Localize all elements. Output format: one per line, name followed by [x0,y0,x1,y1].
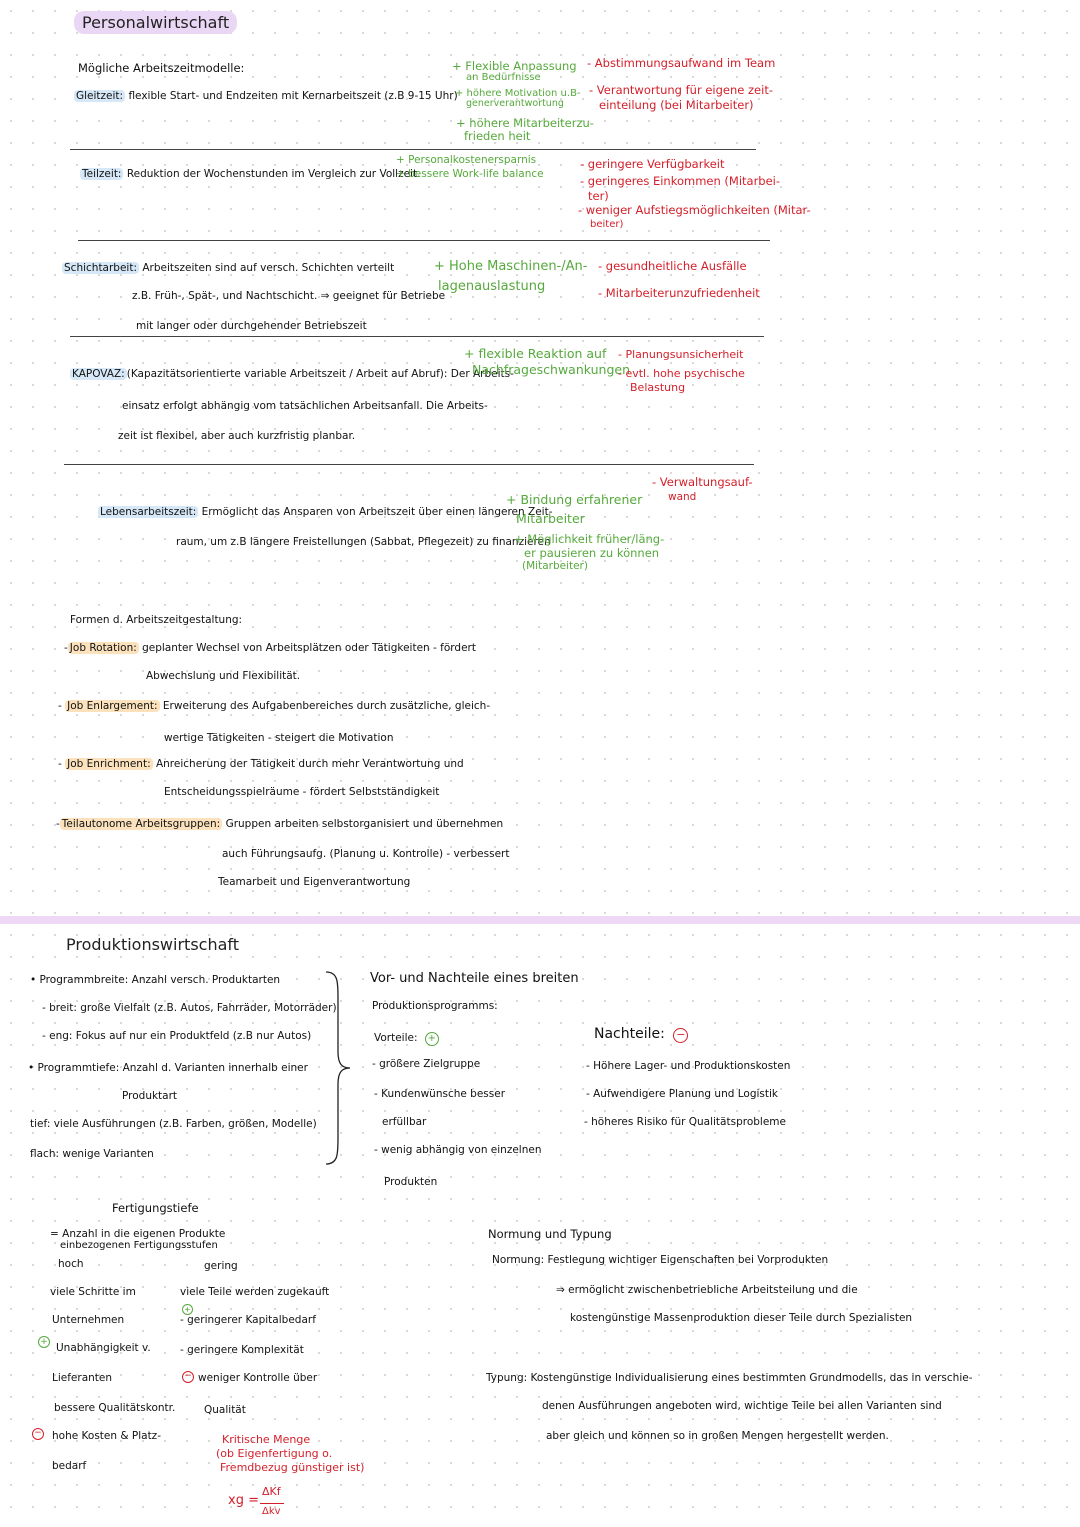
kapovaz-pro: Nachfrageschwankungen [472,362,630,377]
schichtarbeit: Schichtarbeit: Arbeitszeiten sind auf versch. Schichten verteilt [64,262,395,274]
hoch-line: viele Schritte im [50,1286,136,1298]
fertigungstiefe-title: Fertigungstiefe [112,1201,199,1215]
gering-line: Qualität [204,1404,246,1416]
hoch-line: Unternehmen [52,1314,125,1326]
fertigungstiefe-def: = Anzahl in die eigenen Produkte [50,1228,226,1240]
job-rotation-line: Abwechslung und Flexibilität. [146,670,301,682]
programmtiefe: • Programmtiefe: Anzahl d. Varianten innerhalb einer [28,1062,308,1074]
gering-line: - geringerer Kapitalbedarf [180,1314,316,1326]
job-rotation: - Job Rotation: geplanter Wechsel von Arbeitsplätzen oder Tätigkeiten - fördert [64,642,476,654]
teilautonome-gruppen: - Teilautonome Arbeitsgruppen: Gruppen arbeiten selbstorganisiert und übernehmen [56,818,504,830]
lebens-pro: er pausieren zu können [524,546,660,560]
formula-numerator: ΔKf [262,1485,281,1498]
plus-circle-icon: + [425,1032,439,1046]
fraction-bar [260,1503,284,1504]
vorteil: - größere Zielgruppe [372,1058,481,1070]
lebensarbeitszeit: Lebensarbeitszeit: Ermöglicht das Ansparen von Arbeitszeit über einen längeren Zeit- [100,506,553,518]
hoch-line: bedarf [52,1460,87,1472]
nachteile-label: Nachteile: − [594,1026,688,1043]
gleitzeit-pro: + Flexible Anpassung [452,59,577,73]
nachteil: - Höhere Lager- und Produktionskosten [586,1060,791,1072]
kapovaz: KAPOVAZ: (Kapazitätsorientierte variable Arbeitszeit / Arbeit auf Abruf): Der Arbeits- [72,368,514,380]
fertigung-gering: gering [204,1260,238,1272]
programm-line: flach: wenige Varianten [30,1148,154,1160]
vor-nachteile-title: Vor- und Nachteile eines breiten [370,971,579,986]
schichtarbeit-line: z.B. Früh-, Spät-, und Nachtschicht. ⇒ geeignet für Betriebe [132,290,446,302]
typung-line: aber gleich und können so in großen Mengen hergestellt werden. [546,1430,889,1442]
divider [70,336,764,337]
kritische-menge: Kritische Menge [222,1433,311,1446]
intro: Mögliche Arbeitszeitmodelle: [78,61,245,75]
gleitzeit: Gleitzeit: flexible Start- und Endzeiten mit Kernarbeitszeit (z.B 9-15 Uhr) [76,90,458,102]
job-enrichment-line: Entscheidungsspielräume - fördert Selbstständigkeit [164,786,440,798]
schichtarbeit-line: mit langer oder durchgehender Betriebszeit [136,320,367,332]
kapovaz-con: - Planungsunsicherheit [618,348,744,361]
curly-brace-icon [322,968,352,1168]
section-separator [0,916,1080,924]
teilzeit: Teilzeit: Reduktion der Wochenstunden im Vergleich zur Vollzeit. [82,168,421,180]
hoch-line: Unabhängigkeit v. [56,1342,151,1354]
programm-line: - breit: große Vielfalt (z.B. Autos, Fahrräder, Motorräder) [42,1002,337,1014]
teilzeit-con: ter) [588,189,609,203]
job-enlargement: - Job Enlargement: Erweiterung des Aufgabenbereiches durch zusätzliche, gleich- [58,700,491,712]
section-title-produktion: Produktionswirtschaft [66,935,240,954]
gering-line: viele Teile werden zugekauft [180,1286,330,1298]
nachteil: - höheres Risiko für Qualitätsprobleme [584,1116,786,1128]
divider [70,149,756,150]
plus-circle-icon: + [182,1304,193,1315]
lebens-pro: Mitarbeiter [516,511,585,526]
lebens-con: - Verwaltungsauf- [652,475,753,489]
divider [78,240,770,241]
gleitzeit-pro: generverantwortung [466,98,564,109]
vor-nachteile-title: Produktionsprogramms: [372,1000,498,1012]
gleitzeit-pro: + höhere Motivation u.B- [455,88,581,99]
gering-line: weniger Kontrolle über [198,1372,318,1384]
kapovaz-con: - evtl. hohe psychische [618,367,745,380]
minus-circle-icon: − [32,1428,44,1440]
kritische-menge: (ob Eigenfertigung o. [216,1447,333,1460]
gleitzeit-pro: frieden heit [464,129,531,143]
schicht-con: - gesundheitliche Ausfälle [598,259,747,273]
kapovaz-pro: + flexible Reaktion auf [464,346,607,361]
teilzeit-con: beiter) [590,219,624,230]
job-enlargement-line: wertige Tätigkeiten - steigert die Motivation [164,732,394,744]
vorteil: - wenig abhängig von einzelnen [374,1144,542,1156]
lebens-con: wand [668,491,697,503]
lebens-pro: + Möglichkeit früher/läng- [514,532,665,546]
plus-circle-icon: + [38,1336,50,1348]
programmbreite: • Programmbreite: Anzahl versch. Produktarten [30,974,281,986]
minus-circle-icon: − [182,1371,194,1383]
minus-circle-icon: − [673,1028,688,1043]
fertigungstiefe-def: einbezogenen Fertigungsstufen [60,1240,218,1251]
gleitzeit-pro: + höhere Mitarbeiterzu- [456,116,594,130]
gering-line: - geringere Komplexität [180,1344,304,1356]
normung-line: ⇒ ermöglicht zwischenbetriebliche Arbeitsteilung und die [556,1284,858,1296]
fertigung-hoch: hoch [58,1258,84,1270]
normung-typung-title: Normung und Typung [488,1227,612,1241]
programm-line: Produktart [122,1090,178,1102]
lebens-pro: + Bindung erfahrener [506,492,643,507]
typung: Typung: Kostengünstige Individualisierung eines bestimmten Grundmodells, das in verschie- [486,1372,973,1384]
gleitzeit-con: einteilung (bei Mitarbeiter) [599,98,754,112]
programm-line: - eng: Fokus auf nur ein Produktfeld (z.B nur Autos) [42,1030,312,1042]
kritische-menge: Fremdbezug günstiger ist) [220,1461,365,1474]
schicht-pro: + Hohe Maschinen-/An- [434,259,588,274]
gleitzeit-pro: an Bedürfnisse [466,72,541,83]
teilzeit-pro: + bessere Work-life balance [396,168,544,180]
teilzeit-pro: + Personalkostenersparnis [396,154,537,166]
kapovaz-line: einsatz erfolgt abhängig vom tatsächlichen Arbeitsanfall. Die Arbeits- [122,400,488,412]
teilautonome-gruppen-line: Teamarbeit und Eigenverantwortung [218,876,411,888]
formula-lhs: xg = [228,1493,259,1508]
kapovaz-con: Belastung [630,381,686,394]
gleitzeit-con: - Abstimmungsaufwand im Team [587,56,776,70]
vorteil: erfüllbar [382,1116,427,1128]
schicht-pro: lagenauslastung [438,279,546,294]
programm-line: tief: viele Ausführungen (z.B. Farben, größen, Modelle) [30,1118,317,1130]
kapovaz-line: zeit ist flexibel, aber auch kurzfristig planbar. [118,430,356,442]
lebens-pro: (Mitarbeiter) [522,560,588,572]
gleitzeit-con: - Verantwortung für eigene zeit- [589,83,773,97]
nachteil: - Aufwendigere Planung und Logistik [586,1088,778,1100]
teilzeit-con: - geringeres Einkommen (Mitarbei- [580,174,781,188]
teilzeit-con: - weniger Aufstiegsmöglichkeiten (Mitar- [578,203,811,217]
hoch-line: bessere Qualitätskontr. [54,1402,176,1414]
section-title-personal: Personalwirtschaft [74,14,237,32]
hoch-line: hohe Kosten & Platz- [52,1430,161,1442]
vorteile-label: Vorteile: + [374,1032,439,1046]
normung-line: kostengünstige Massenproduktion dieser Teile durch Spezialisten [570,1312,913,1324]
vorteil: Produkten [384,1176,438,1188]
teilautonome-gruppen-line: auch Führungsaufg. (Planung u. Kontrolle) - verbessert [222,848,510,860]
divider [64,464,754,465]
typung-line: denen Ausführungen angeboten wird, wichtige Teile bei allen Varianten sind [542,1400,942,1412]
teilzeit-con: - geringere Verfügbarkeit [580,157,725,171]
job-enrichment: - Job Enrichment: Anreicherung der Tätigkeit durch mehr Verantwortung und [58,758,464,770]
vorteil: - Kundenwünsche besser [374,1088,506,1100]
formen-title: Formen d. Arbeitszeitgestaltung: [70,614,243,626]
formula-denominator: Δkv [262,1506,281,1517]
lebensarbeitszeit-line: raum, um z.B längere Freistellungen (Sabbat, Pflegezeit) zu finanzieren [176,536,551,548]
hoch-line: Lieferanten [52,1372,113,1384]
normung: Normung: Festlegung wichtiger Eigenschaften bei Vorprodukten [492,1254,829,1266]
schicht-con: - Mitarbeiterunzufriedenheit [598,286,760,300]
